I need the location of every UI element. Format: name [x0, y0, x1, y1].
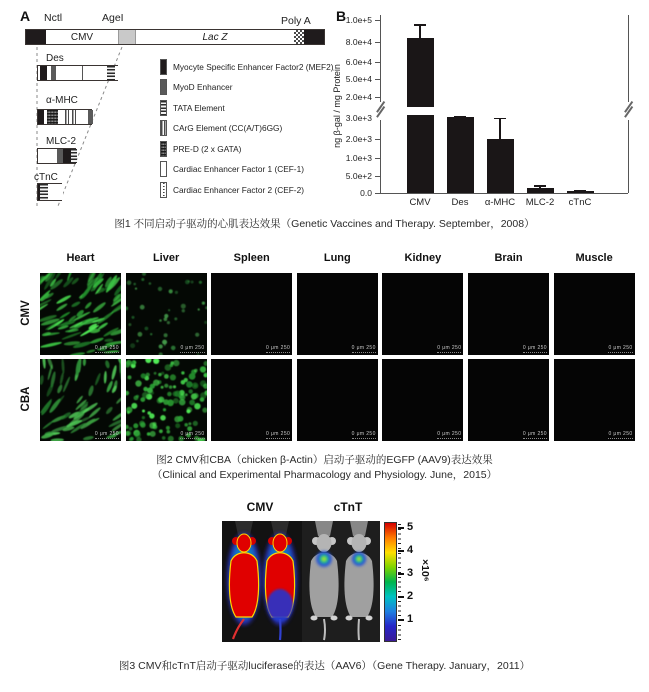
amhc-construct-bar: [37, 109, 92, 125]
scale-bar-label: 0 μm 250: [351, 345, 376, 351]
legend-item-6: [160, 181, 304, 198]
colorbar-tick-label-5: 5: [407, 521, 414, 533]
y-tick: [375, 42, 380, 43]
mlc2-seg-tata: [71, 149, 77, 163]
ctnc-construct-bar: [37, 183, 62, 201]
colorbar-major-tick: [398, 619, 404, 621]
column-header-heart: Heart: [66, 252, 95, 264]
y-tick: [375, 97, 380, 98]
scale-bar-label: 0 μm 250: [351, 431, 376, 437]
figure2-caption-line2: （Clinical and Experimental Pharmacology and Physiology. June，2015）: [151, 469, 498, 481]
cmv-promoter-segment: CMV: [46, 30, 118, 44]
y-tick-label: 2.0e+3: [345, 134, 372, 144]
legend-label: PRE-D (2 x GATA): [173, 143, 242, 154]
variant-label-mlc2: MLC-2: [46, 136, 77, 147]
legend-swatch-p-h: [160, 100, 167, 116]
mlc2-seg-cef1: [38, 149, 57, 163]
tissue-image-cmv-kidney: [382, 273, 463, 355]
scale-bar-label: 0 μm 250: [522, 345, 547, 351]
legend-label: Myocyte Specific Enhancer Factor2 (MEF2): [173, 61, 334, 72]
tissue-image-cba-liver: [126, 359, 207, 441]
colorbar-gradient: [384, 522, 397, 642]
scale-bar-label: 0 μm 250: [266, 345, 291, 351]
des-seg-tata: [107, 66, 115, 80]
y-tick: [375, 62, 380, 63]
variant-label-des: Des: [46, 53, 64, 64]
y-tick-label: 0.0: [360, 188, 372, 198]
x-tick-label-Des: Des: [451, 197, 469, 208]
legend-item-5: [160, 161, 304, 178]
tissue-image-cmv-muscle: [554, 273, 635, 355]
y-tick-label: 2.0e+4: [345, 92, 372, 102]
panel-b-letter: B: [336, 8, 347, 24]
ctnc-seg: [48, 184, 63, 200]
tissue-image-cba-lung: [297, 359, 378, 441]
legend-swatch-p-dot: [160, 182, 167, 198]
legend-label: Cardiac Enhancer Factor 1 (CEF-1): [173, 164, 304, 174]
legend-swatch-p-v: [160, 120, 167, 136]
colorbar-tick-label-4: 4: [407, 544, 414, 556]
fluorescence-micrograph: [40, 273, 121, 355]
legend-swatch-p-x: [160, 141, 167, 157]
scale-bar-label: 0 μm 250: [437, 431, 462, 437]
y-tick: [375, 158, 380, 159]
mlc2-seg-mef2: [63, 149, 71, 163]
legend-item-2: [160, 99, 225, 116]
bar-α-MHC: [487, 139, 514, 193]
legend-swatch-p-black: [160, 59, 167, 75]
amhc-seg-myod: [88, 110, 93, 124]
tissue-image-cba-brain: [468, 359, 549, 441]
fluorescence-micrograph: [126, 359, 207, 441]
y-axis-label: ng β-gal / mg Protein: [332, 64, 342, 148]
legend-swatch-p-white: [160, 161, 167, 177]
tissue-image-cba-heart: [40, 359, 121, 441]
des-seg: [83, 66, 107, 80]
error-bar-cap-MLC-2: [534, 185, 546, 186]
scale-bar-label: 0 μm 250: [266, 431, 291, 437]
amhc-seg-pred: [47, 110, 58, 124]
tissue-image-cmv-liver: [126, 273, 207, 355]
legend-label: CArG Element (CC(A/T)6GG): [173, 123, 283, 133]
restriction-site-agei-label: AgeI: [102, 12, 124, 24]
colorbar-minor-ticks: [398, 524, 401, 640]
mlc2-construct-bar: [37, 148, 76, 164]
amhc-seg: [76, 110, 88, 124]
colorbar-major-tick: [398, 596, 404, 598]
y-tick-label: 8.0e+4: [345, 37, 372, 47]
scale-bar-label: 0 μm 250: [94, 345, 119, 351]
fluorescence-micrograph: [40, 359, 121, 441]
des-construct-bar: [37, 65, 118, 81]
tissue-image-cmv-brain: [468, 273, 549, 355]
x-axis-line: [380, 193, 628, 194]
scale-bar-label: 0 μm 250: [522, 431, 547, 437]
panel-a-letter: A: [20, 8, 31, 24]
row-label-cmv: CMV: [20, 300, 32, 326]
y-tick-label: 1.0e+3: [345, 153, 372, 163]
y-tick: [375, 20, 380, 21]
column-header-brain: Brain: [494, 252, 523, 264]
figure1-caption: 图1 不同启动子驱动的心肌表达效果（Genetic Vaccines and Therapy. September，2008）: [114, 218, 535, 230]
group-label-cmv: CMV: [246, 500, 274, 514]
y-tick-label: 5.0e+2: [345, 171, 372, 181]
des-seg: [56, 66, 83, 80]
row-label-cba: CBA: [20, 386, 32, 412]
column-header-lung: Lung: [323, 252, 351, 264]
bioluminescence-mice-image: [222, 521, 380, 642]
colorbar-tick-label-3: 3: [407, 567, 414, 579]
y-tick: [375, 79, 380, 80]
scale-bar-label: 0 μm 250: [608, 431, 633, 437]
scale-bar-label: 0 μm 250: [437, 345, 462, 351]
restriction-site-left-label: Nctl: [44, 12, 63, 24]
error-bar-cap-Des: [454, 116, 466, 117]
tissue-image-cba-spleen: [211, 359, 292, 441]
legend-swatch-p-gray: [160, 79, 167, 95]
legend-item-1: [160, 79, 233, 96]
des-seg: [115, 66, 118, 80]
y-tick: [375, 176, 380, 177]
y-tick: [375, 139, 380, 140]
group-label-ctnt: cTnT: [333, 500, 363, 514]
bar-Des: [447, 117, 474, 193]
column-header-muscle: Muscle: [575, 252, 613, 264]
des-seg-mef2: [40, 66, 47, 80]
error-bar-stem-CMV: [419, 24, 420, 37]
variant-label-amhc: α-MHC: [46, 95, 78, 106]
fluorescence-micrograph: [126, 273, 207, 355]
figure3-caption: 图3 CMV和cTnT启动子驱动luciferase的表达（AAV6）（Gene Therapy. January，2011）: [118, 660, 531, 672]
colorbar-tick-label-2: 2: [407, 590, 414, 602]
lacz-gene-segment: Lac Z: [136, 30, 294, 44]
colorbar-unit-label: ×10⁶: [419, 559, 431, 582]
x-tick-label-CMV: CMV: [409, 197, 431, 208]
axis-break-band: [381, 107, 628, 115]
column-header-kidney: Kidney: [404, 252, 442, 264]
tissue-image-cba-kidney: [382, 359, 463, 441]
x-tick-label-α-MHC: α-MHC: [484, 197, 516, 208]
error-bar-stem-α-MHC: [499, 118, 500, 139]
legend-item-0: [160, 58, 333, 75]
colorbar-tick-label-1: 1: [407, 613, 414, 625]
column-header-liver: Liver: [152, 252, 180, 264]
scale-bar-label: 0 μm 250: [180, 431, 205, 437]
scale-bar-label: 0 μm 250: [94, 431, 119, 437]
bar-MLC-2: [527, 188, 554, 193]
y-tick-label: 1.0e+5: [345, 15, 372, 25]
bar-cTnC: [567, 191, 594, 193]
figure2-caption-line1: 图2 CMV和CBA（chicken β-Actin）启动子驱动的EGFP (AAV9)表达效果: [156, 454, 493, 466]
column-header-spleen: Spleen: [233, 252, 270, 264]
colorbar-major-tick: [398, 550, 404, 552]
legend-label: Cardiac Enhancer Factor 2 (CEF-2): [173, 184, 304, 195]
y-tick: [375, 193, 380, 194]
tissue-image-cba-muscle: [554, 359, 635, 441]
tissue-image-cmv-heart: [40, 273, 121, 355]
legend-label: MyoD Enhancer: [173, 82, 233, 92]
amhc-seg: [58, 110, 65, 124]
variant-label-ctnc: cTnC: [34, 172, 58, 183]
error-bar-cap-α-MHC: [494, 118, 506, 119]
legend-item-4: [160, 140, 241, 157]
y-tick-label: 5.0e+4: [345, 74, 372, 84]
legend-item-3: [160, 120, 282, 137]
polya-label: Poly A: [281, 15, 311, 27]
ctnc-seg-cef2: [40, 184, 48, 200]
error-bar-cap-CMV: [414, 24, 426, 25]
y-tick-label: 3.0e+3: [345, 113, 372, 123]
tissue-image-cmv-lung: [297, 273, 378, 355]
scale-bar-label: 0 μm 250: [608, 345, 633, 351]
x-tick-label-cTnC: cTnC: [568, 197, 592, 208]
error-bar-cap-cTnC: [574, 190, 586, 191]
colorbar-major-tick: [398, 527, 404, 529]
bar-CMV: [407, 38, 434, 193]
y-tick-label: 6.0e+4: [345, 57, 372, 67]
tissue-image-cmv-spleen: [211, 273, 292, 355]
legend-label: TATA Element: [173, 102, 225, 113]
colorbar-major-tick: [398, 573, 404, 575]
scale-bar-label: 0 μm 250: [180, 345, 205, 351]
x-tick-label-MLC-2: MLC-2: [525, 197, 555, 208]
